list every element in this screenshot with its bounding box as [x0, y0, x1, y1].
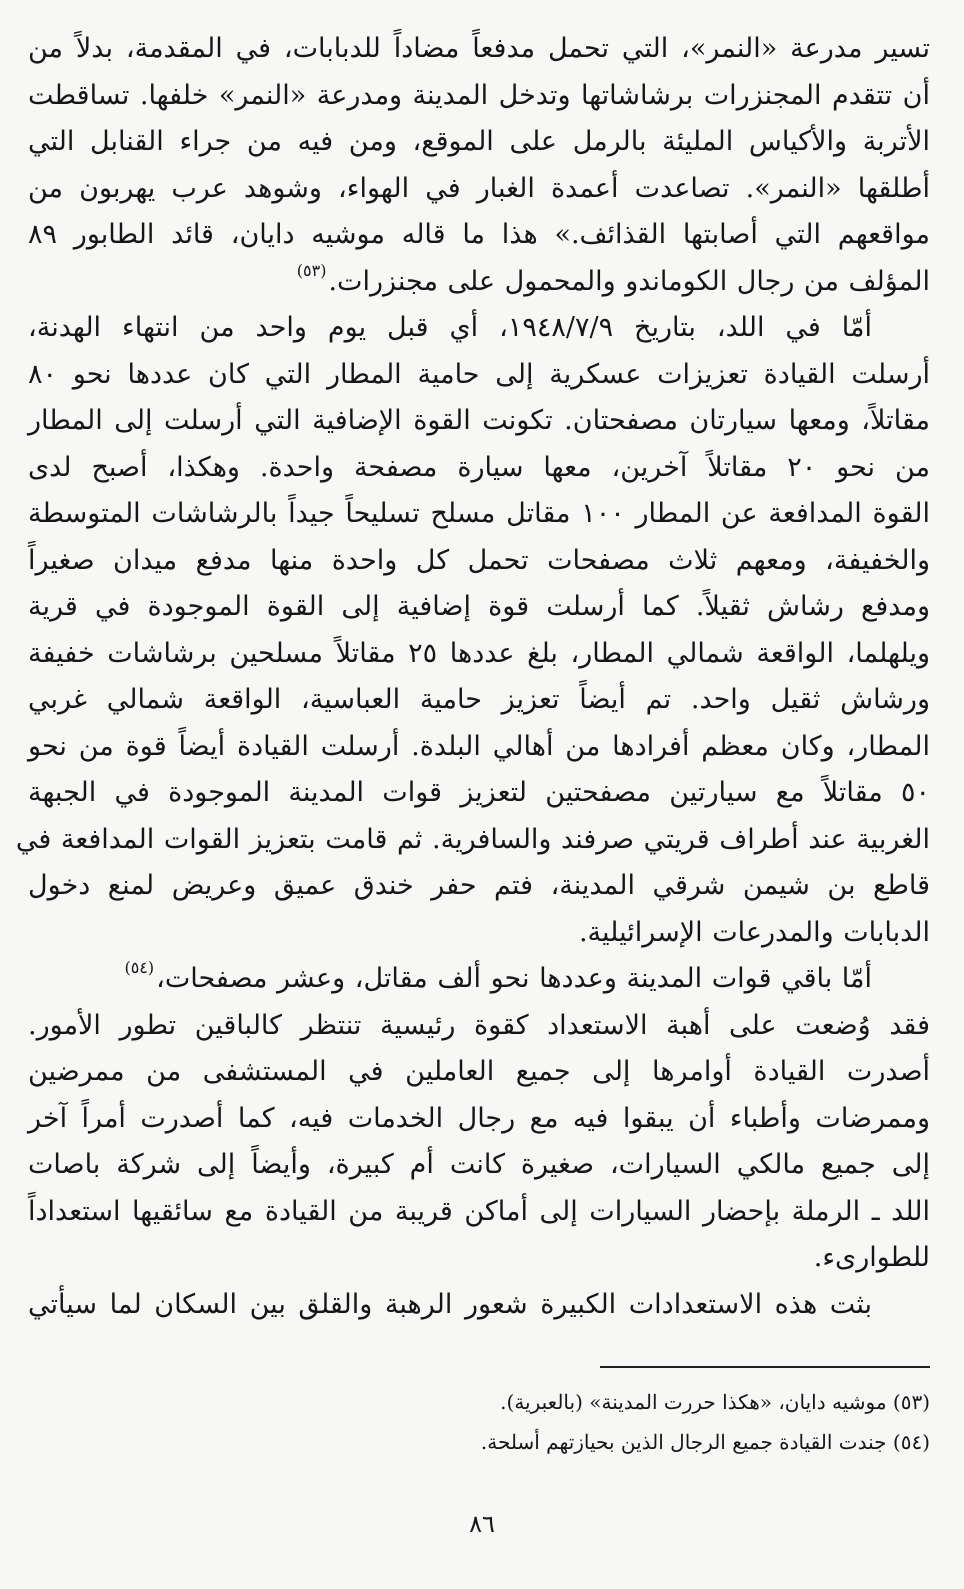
- text-line: فقد وُضعت على أهبة الاستعداد كقوة رئيسية تنتظر كالباقين تطور الأمور.: [28, 1009, 930, 1041]
- text-line: أرسلت القيادة تعزيزات عسكرية إلى حامية المطار التي كان عددها نحو ٨٠: [28, 358, 930, 390]
- footnote-ref-53: (٥٣): [296, 260, 327, 280]
- text-line: ورشاش ثقيل واحد. تم أيضاً تعزيز حامية العباسية، الواقعة شمالي غربي: [28, 684, 930, 715]
- text-line: القوة المدافعة عن المطار ١٠٠ مقاتل مسلح تسليحاً جيداً بالرشاشات المتوسطة: [28, 498, 930, 529]
- footnote-54: (٥٤) جندت القيادة جميع الرجال الذين بحيازتهم أسلحة.: [480, 1430, 930, 1454]
- text-line: الدبابات والمدرعات الإسرائيلية.: [578, 916, 930, 948]
- footnote-separator: [600, 1366, 930, 1368]
- text-line-content: أمّا باقي قوات المدينة وعددها نحو ألف مقاتل، وعشر مصفحات،: [156, 963, 872, 994]
- text-line-content: المؤلف من رجال الكوماندو والمحمول على مجنزرات.: [328, 265, 930, 297]
- text-line: المطار، وكان معظم أفرادها من أهالي البلدة. أرسلت القيادة أيضاً قوة من نحو: [28, 730, 930, 762]
- text-line: ويلهلما، الواقعة شمالي المطار، بلغ عددها ٢٥ مقاتلاً مسلحين برشاشات خفيفة: [28, 637, 930, 669]
- text-line: ومدفع رشاش ثقيلاً. كما أرسلت قوة إضافية إلى القوة الموجودة في قرية: [28, 591, 930, 622]
- text-line: للطوارىء.: [813, 1242, 930, 1273]
- text-line: مواقعهم التي أصابتها القذائف.» هذا ما قاله موشيه دايان، قائد الطابور ٨٩: [28, 219, 930, 250]
- text-line: أطلقها «النمر». تصاعدت أعمدة الغبار في الهواء، وشوهد عرب يهربون من: [28, 172, 930, 204]
- footnotes: [28, 1382, 930, 1462]
- text-line: ٥٠ مقاتلاً مع سيارتين مصفحتين لتعزيز قوات المدينة الموجودة في الجبهة: [28, 777, 930, 808]
- text-line: بثت هذه الاستعدادات الكبيرة شعور الرهبة والقلق بين السكان لما سيأتي: [28, 1288, 872, 1320]
- text-line: الغربية عند أطراف قريتي صرفند والسافرية. ثم قامت بتعزيز القوات المدافعة في: [15, 823, 930, 855]
- text-line: وممرضات وأطباء أن يبقوا فيه مع رجال الخدمات فيه، كما أصدرت أمراً آخر: [28, 1102, 930, 1134]
- text-line: والخفيفة، ومعهم ثلاث مصفحات تحمل كل واحدة منها مدفع ميدان صغيراً: [28, 544, 930, 576]
- text-line: أن تتقدم المجنزرات برشاشاتها وتدخل المدينة ومدرعة «النمر» خلفها. تساقطت: [28, 79, 930, 111]
- text-line: مقاتلاً، ومعها سيارتان مصفحتان. تكونت القوة الإضافية التي أرسلت إلى المطار: [28, 405, 930, 436]
- footnote-ref-54: (٥٤): [124, 958, 155, 977]
- text-line: الأتربة والأكياس المليئة بالرمل على الموقع، ومن فيه من جراء القنابل التي: [28, 126, 930, 157]
- footnote-53: (٥٣) موشيه دايان، «هكذا حررت المدينة» (بالعبرية).: [500, 1390, 930, 1414]
- text-line: أصدرت القيادة أوامرها إلى جميع العاملين في المستشفى من ممرضين: [28, 1056, 930, 1087]
- text-line: [28, 259, 930, 306]
- text-line: إلى جميع مالكي السيارات، صغيرة كانت أم كبيرة، وأيضاً إلى شركة باصات: [28, 1149, 930, 1180]
- text-line: من نحو ٢٠ مقاتلاً آخرين، معها سيارة مصفحة واحدة. وهكذا، أصبح لدى: [28, 451, 930, 483]
- text-line: [28, 956, 930, 1003]
- text-line: اللد ـ الرملة بإحضار السيارات إلى أماكن قريبة من القيادة مع سائقيها استعداداً: [28, 1195, 930, 1227]
- page-number: ٨٦: [469, 1510, 495, 1538]
- text-line: أمّا في اللد، بتاريخ ١٩٤٨/٧/٩، أي قبل يوم واحد من انتهاء الهدنة،: [28, 312, 873, 343]
- body-text: [15, 26, 930, 1328]
- text-line: تسير مدرعة «النمر»، التي تحمل مدفعاً مضاداً للدبابات، في المقدمة، بدلاً من: [28, 33, 930, 64]
- text-line: قاطع بن شيمن شرقي المدينة، فتم حفر خندق عميق وعريض لمنع دخول: [28, 870, 930, 901]
